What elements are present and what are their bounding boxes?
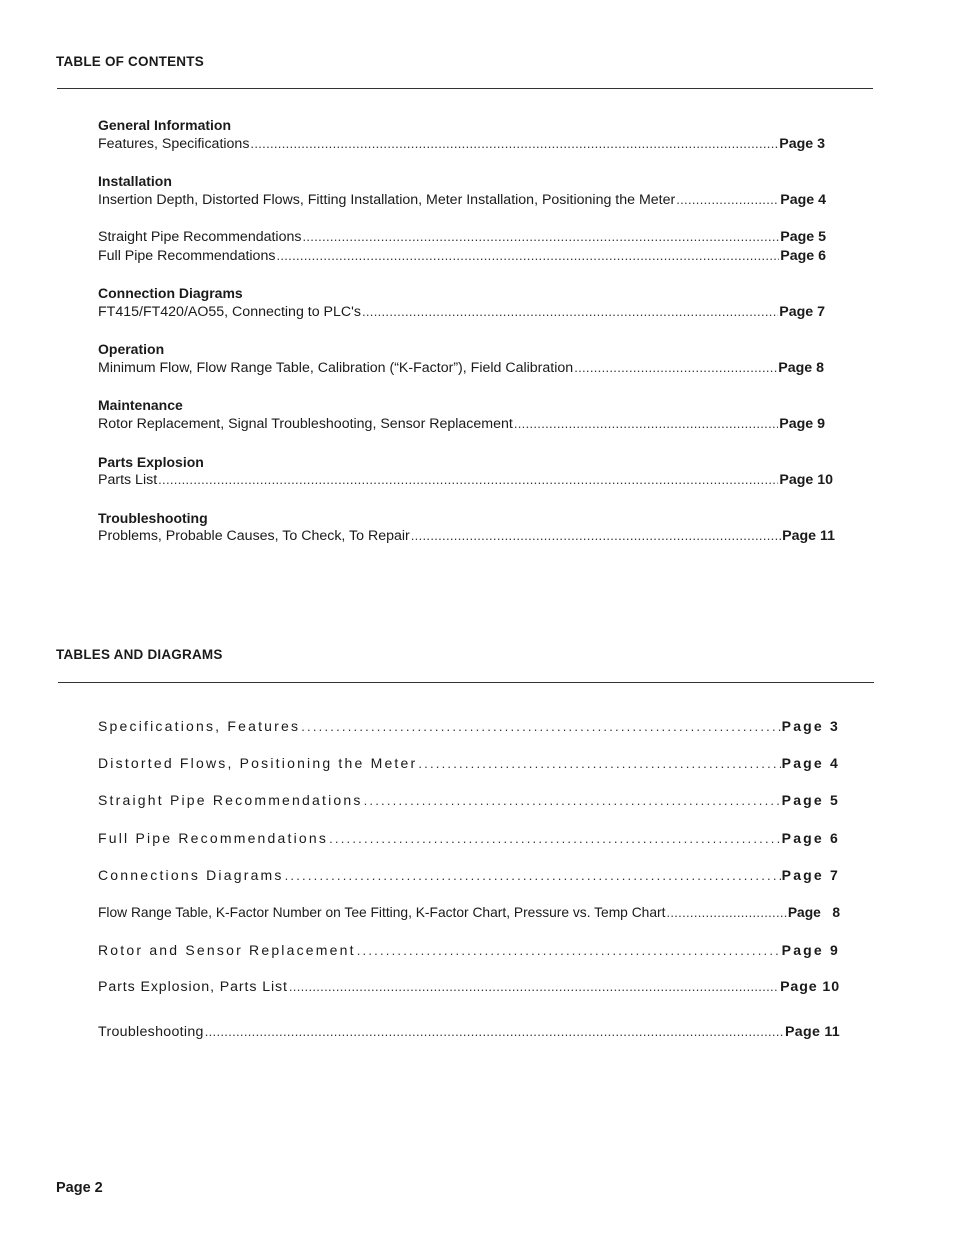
toc-entry-text: Insertion Depth, Distorted Flows, Fitting Installation, Meter Installation, Positioning the Meter	[98, 192, 676, 208]
tables-entry-page: Page 7	[781, 867, 840, 883]
tables-entry[interactable]	[98, 905, 840, 923]
toc-entry[interactable]	[98, 472, 833, 490]
tables-entry-page: Page 3	[781, 718, 840, 734]
tables-entry-text: Straight Pipe Recommendations	[98, 792, 363, 808]
toc-entry[interactable]	[98, 304, 825, 322]
dot-leader	[411, 528, 781, 543]
toc-entry-page: Page 11	[782, 528, 835, 544]
tables-entry[interactable]	[98, 1024, 840, 1042]
toc-entry-text: Problems, Probable Causes, To Check, To Repair	[98, 528, 410, 544]
dot-leader	[676, 192, 779, 207]
dot-leader	[285, 868, 781, 883]
toc-heading: TABLE OF CONTENTS	[56, 54, 204, 69]
toc-entry[interactable]	[98, 136, 825, 154]
tables-entry-page: Page 11	[785, 1024, 840, 1040]
toc-divider	[57, 88, 873, 89]
dot-leader	[250, 136, 778, 151]
dot-leader	[418, 756, 780, 771]
toc-group-general-information: General Information	[98, 117, 232, 133]
tables-entry[interactable]	[98, 942, 840, 960]
tables-entry-text: Rotor and Sensor Replacement	[98, 942, 356, 958]
dot-leader	[357, 943, 781, 958]
toc-entry-page: Page 9	[779, 416, 825, 432]
tables-entry-page: Page 10	[780, 979, 840, 995]
page-number: Page 2	[56, 1180, 103, 1196]
toc-group-troubleshooting: Troubleshooting	[98, 510, 208, 526]
toc-entry-text: Features, Specifications	[98, 136, 250, 152]
toc-group-installation: Installation	[98, 173, 172, 189]
tables-entry-page: Page 9	[781, 942, 840, 958]
tables-entry-text: Connections Diagrams	[98, 867, 284, 883]
tables-heading: TABLES AND DIAGRAMS	[56, 647, 223, 662]
dot-leader	[205, 1024, 784, 1039]
toc-entry-text: Minimum Flow, Flow Range Table, Calibration (“K-Factor”), Field Calibration	[98, 360, 574, 376]
tables-entry[interactable]	[98, 718, 840, 736]
tables-entry-text: Specifications, Features	[98, 718, 301, 734]
toc-entry-text: FT415/FT420/AO55, Connecting to PLC's	[98, 304, 361, 320]
tables-entry[interactable]	[98, 979, 840, 997]
tables-entry-page: Page 4	[781, 755, 840, 771]
toc-entry[interactable]	[98, 528, 835, 546]
tables-entry[interactable]	[98, 755, 840, 773]
toc-entry-text: Rotor Replacement, Signal Troubleshooting, Sensor Replacement	[98, 416, 513, 432]
toc-group-maintenance: Maintenance	[98, 397, 183, 413]
toc-entry-page: Page 3	[779, 136, 825, 152]
toc-group-operation: Operation	[98, 341, 165, 357]
toc-entry[interactable]	[98, 229, 826, 247]
dot-leader	[158, 472, 778, 487]
toc-entry-page: Page 10	[779, 472, 833, 488]
dot-leader	[514, 416, 778, 431]
tables-entry-text: Flow Range Table, K-Factor Number on Tee Fitting, K-Factor Chart, Pressure vs. Temp Chart	[98, 905, 666, 920]
toc-entry-page: Page 7	[779, 304, 825, 320]
toc-entry-page: Page 8	[778, 360, 824, 376]
tables-entry[interactable]	[98, 792, 840, 810]
dot-leader	[364, 793, 781, 808]
tables-entry-page: Page 8	[787, 905, 840, 920]
dot-leader	[362, 304, 778, 319]
toc-group-parts-explosion: Parts Explosion	[98, 454, 204, 470]
dot-leader	[574, 360, 777, 375]
dot-leader	[666, 905, 786, 920]
toc-entry-page: Page 5	[780, 229, 826, 245]
tables-entry[interactable]	[98, 867, 840, 885]
toc-entry[interactable]	[98, 192, 826, 210]
toc-entry-text: Straight Pipe Recommendations	[98, 229, 302, 245]
toc-entry-text: Full Pipe Recommendations	[98, 248, 276, 264]
toc-entry[interactable]	[98, 416, 825, 434]
dot-leader	[276, 248, 779, 263]
tables-entry-page: Page 6	[781, 830, 840, 846]
toc-entry[interactable]	[98, 248, 826, 266]
tables-divider	[58, 682, 874, 683]
dot-leader	[289, 979, 779, 994]
toc-entry-page: Page 4	[780, 192, 826, 208]
tables-entry-text: Full Pipe Recommendations	[98, 830, 329, 846]
dot-leader	[301, 719, 780, 734]
tables-entry-text: Parts Explosion, Parts List	[98, 979, 288, 995]
tables-entry[interactable]	[98, 830, 840, 848]
tables-entry-text: Distorted Flows, Positioning the Meter	[98, 755, 418, 771]
dot-leader	[329, 831, 781, 846]
toc-group-connection-diagrams: Connection Diagrams	[98, 285, 243, 301]
dot-leader	[302, 229, 779, 244]
tables-entry-page: Page 5	[781, 792, 840, 808]
tables-entry-text: Troubleshooting	[98, 1024, 204, 1040]
toc-entry-page: Page 6	[780, 248, 826, 264]
toc-entry[interactable]	[98, 360, 824, 378]
toc-entry-text: Parts List	[98, 472, 158, 488]
